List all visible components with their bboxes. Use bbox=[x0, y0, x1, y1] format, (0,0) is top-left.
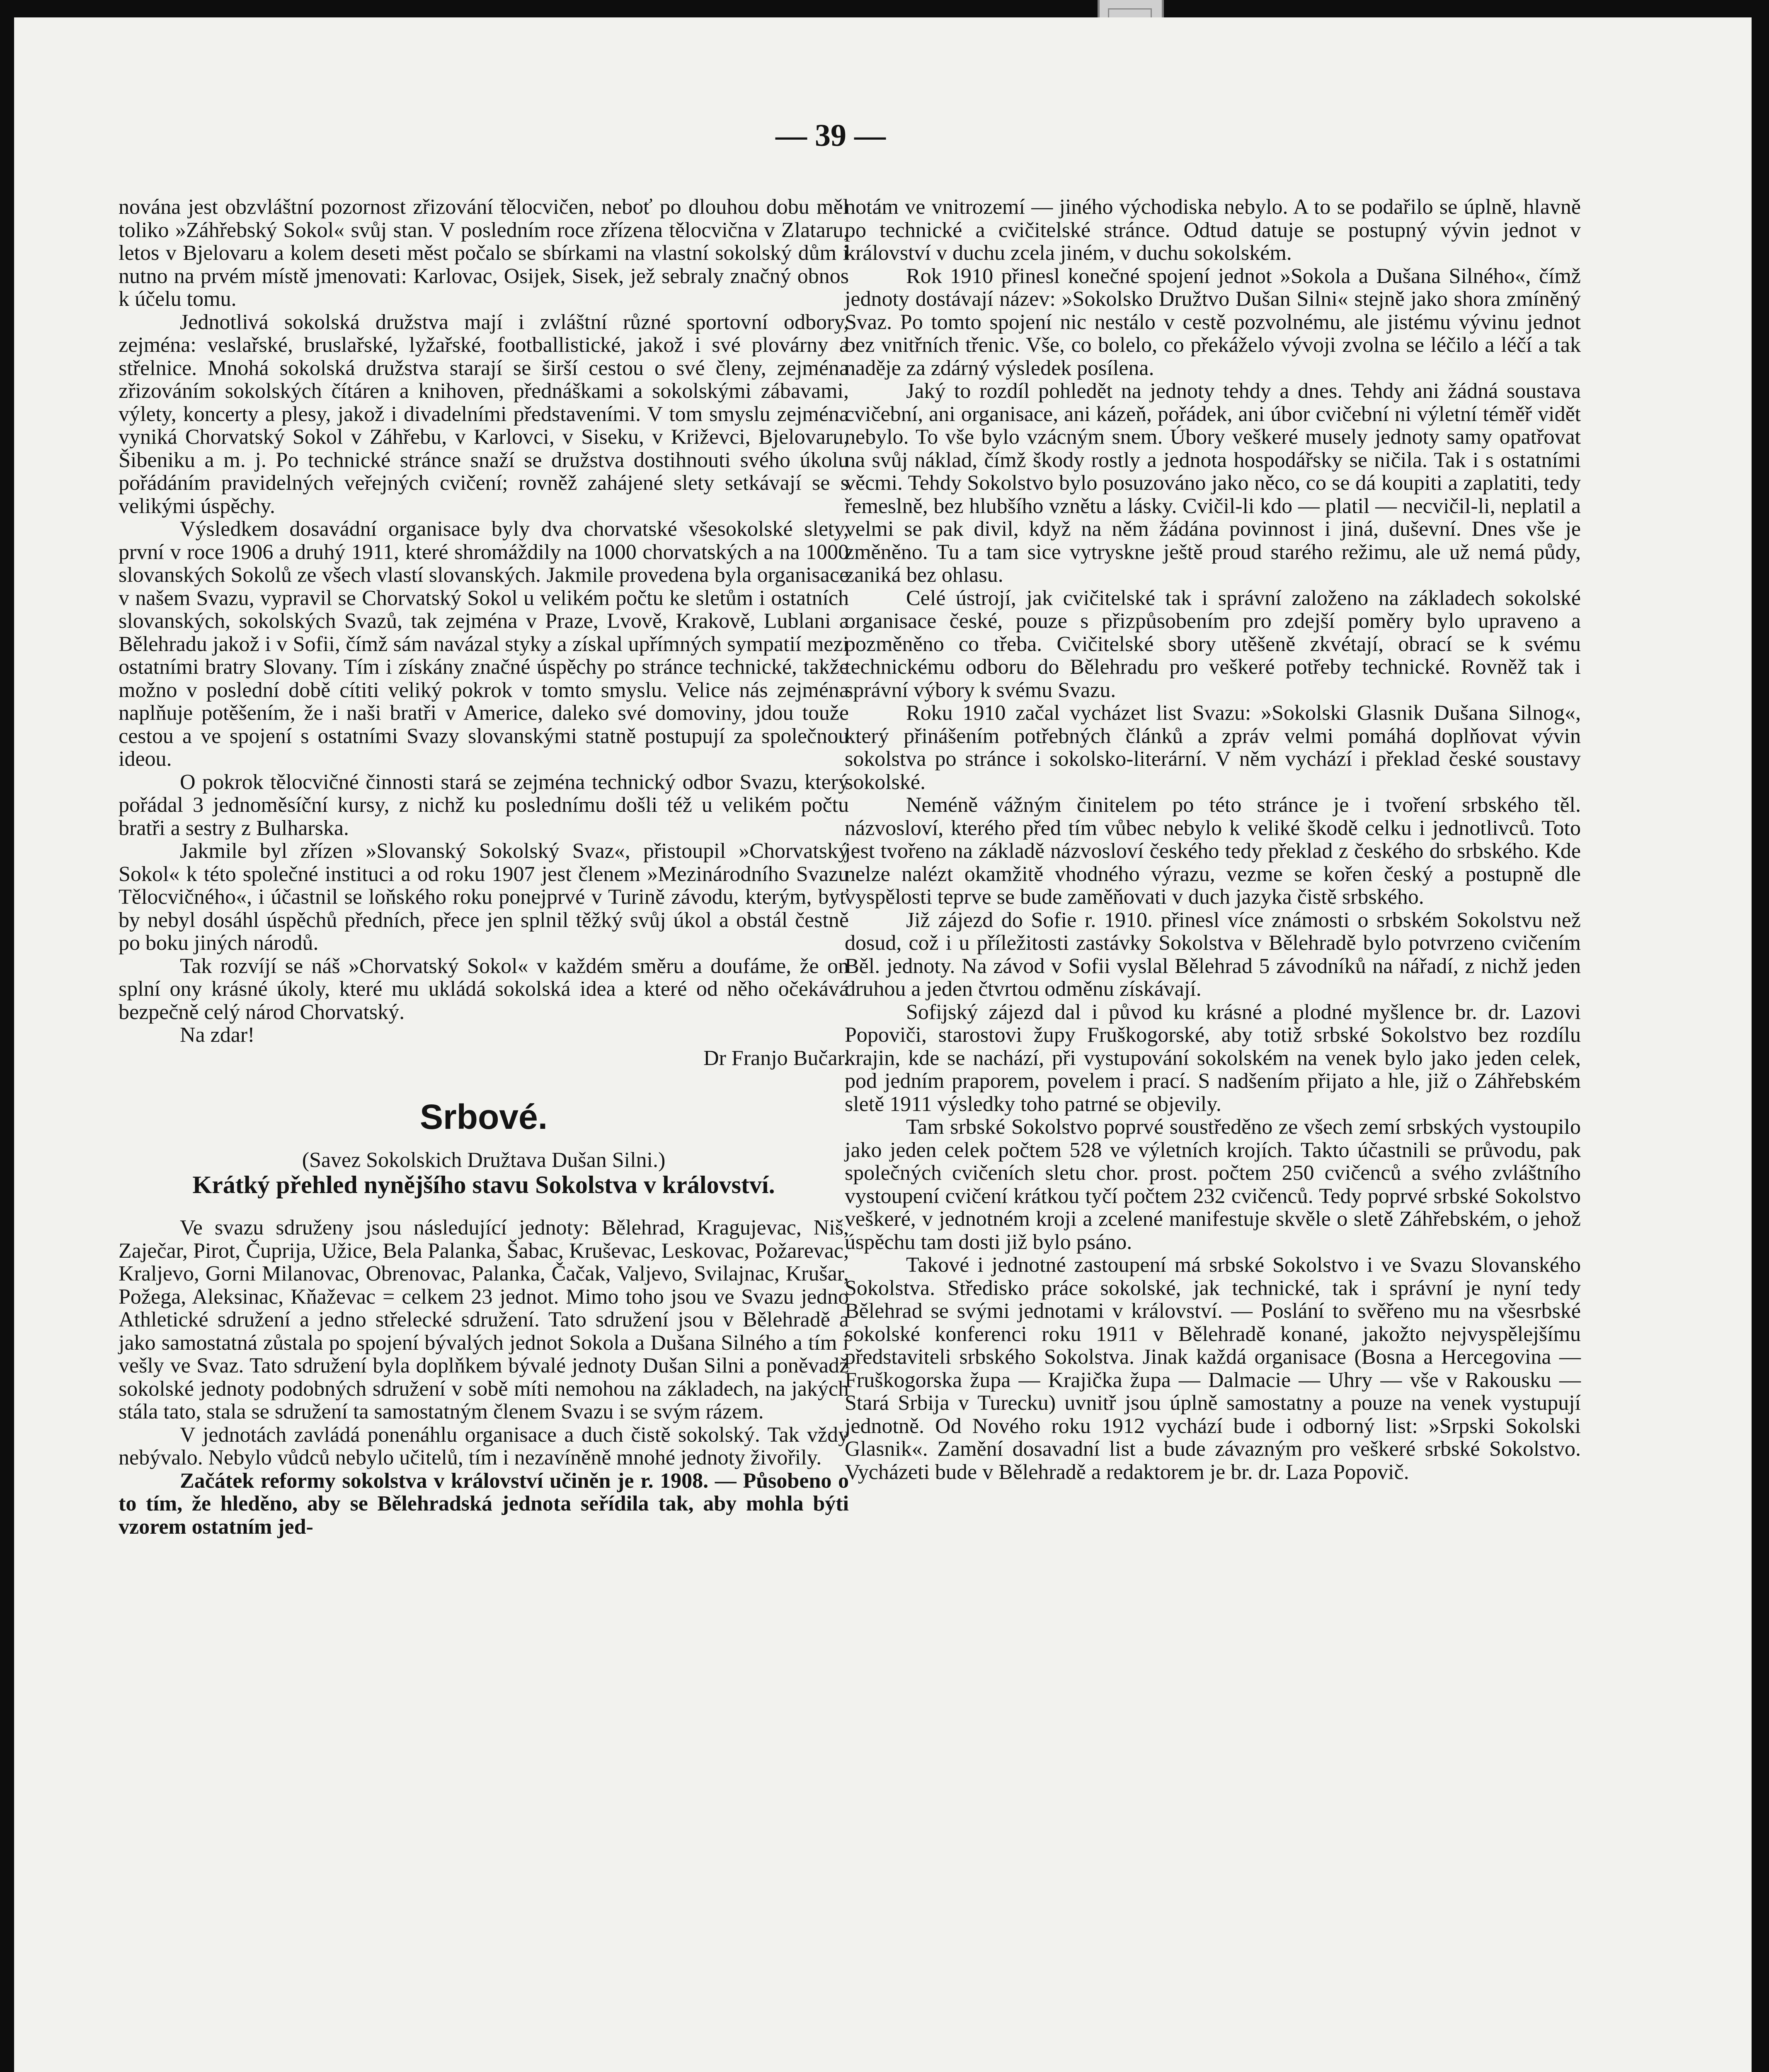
paragraph-sofia-trip: Již zájezd do Sofie r. 1910. přinesl více známosti o srbském Sokolstvu než dosud, což i u příležitosti zastávky Sokolstva v Bělehradě bylo potvrzeno cvičením Běl. jednoty. Na závod v Sofii vyslal Bělehrad 5 závodníků na nářadí, z nichž jeden druhou a jeden čtvrtou odměnu získávají. bbox=[845, 908, 1581, 1001]
paragraph-closing: Tak rozvíjí se náš »Chorvatský Sokol« v každém směru a doufáme, že on splní ony krásné úkoly, které mu ukládá sokolská idea a které od něho očekává bezpečně celý národ Chorvatský. bbox=[119, 954, 849, 1024]
paragraph-then-and-now: Jaký to rozdíl pohledět na jednoty tehdy a dnes. Tehdy ani žádná soustava cvičební, ani organisace, ani kázeň, pořádek, ani úbor cvičební ni výletní téměř vidět nebylo. To vše bylo vzácným snem. Úbory veškeré musely jednoty samy opatřovat na svůj náklad, čímž škody rostly a jednota hospodářsky se ničila. Tak i s ostatními věcmi. Tehdy Sokolstvo bylo posuzováno jako něco, co se dá koupiti a zaplatiti, tedy řemeslně, bez hlubšího vznětu a lásky. Cvičil-li kdo — platil — necvičil-li, neplatil a velmi se pak divil, když na něm žádána povinnost i jiná, duševní. Dnes vše je změněno. Tu a tam sice vytryskne ještě proud starého režimu, ale už nemá půdy, zaniká bez ohlasu. bbox=[845, 379, 1581, 587]
right-column bbox=[845, 196, 1581, 1484]
paragraph-terminology: Neméně vážným činitelem po této stránce je i tvoření srbského těl. názvosloví, kterého před tím vůbec nebylo k veliké škodě celku i jednotlivců. Toto jest tvořeno na základě názvosloví českého tedy překlad z českého do srbského. Kde nelze nalézt okamžitě vhodného výrazu, vezme se kořen český a postupně dle vyspělosti teprve se bude zaměňovati v duch jazyka čistě srbského. bbox=[845, 793, 1581, 909]
paragraph-union-1910: Rok 1910 přinesl konečné spojení jednot »Sokola a Dušana Silného«, čímž jednoty dostávají název: »Sokolsko Družtvo Dušan Silni« stejně jako shora zmíněný Svaz. Po tomto spojení nic nestálo v cestě pozvolnému, ale jistému vývinu jednot bez vnitřních třenic. Vše, co bolelo, co překáželo vývoji zvolna se léčilo a léčí a tak naděje za zdárný výsledek posílena. bbox=[845, 264, 1581, 380]
paragraph-sport-sections: Jednotlivá sokolská družstva mají i zvláštní různé sportovní odbory, zejména: veslařské, bruslařské, lyžařské, footballistické, jakož i své plovárny a střelnice. Mnohá sokolská družstva starají se širší cestou o své členy, zejména zřizováním sokolských čítáren a knihoven, přednáškami a sokolskými zábavami, výlety, koncerty a plesy, jakož i divadelními představeními. V tom smyslu zejména vyniká Chorvatský Sokol v Záhřebu, v Karlovci, v Siseku, v Križevci, Bjelovaru, Šibeniku a m. j. Po technické stránce snaží se družstva dostihnouti svého úkolu pořádáním pravidelných veřejných cvičení; rovněž zahájené slety setkávají se s velikými úspěchy. bbox=[119, 310, 849, 518]
paragraph-structure: Celé ústrojí, jak cvičitelské tak i správní založeno na základech sokolské organisace české, pouze s přizpůsobením pro zdejší poměry bylo upraveno a pozměněno co třeba. Cvičitelské sbory utěšeně zkvétají, obrací se k svému technickému odboru do Bělehradu pro veškeré potřeby technické. Rovněž tak i správní výbory k svému Svazu. bbox=[845, 586, 1581, 702]
paragraph-slety: Výsledkem dosavádní organisace byly dva chorvatské všesokolské slety, první v roce 1906 a druhý 1911, které shromáždily na 1000 chorvatských a na 1000 slovanských Sokolů ze všech vlastí slovanských. Jakmile provedena byla organisace v našem Svazu, vypravil se Chorvatský Sokol u velikém počtu ke sletům i ostatních slovanských, sokolských Svazů, tak zejména v Praze, Lvově, Krakově, Lublani a Bělehradu jakož i v Sofii, čímž sám navázal styky a získal upřímných sympatií mezi ostatními bratry Slovany. Tím i získány značné úspěchy po stránce technické, takže možno v poslední době cítiti veliký pokrok v tomto smyslu. Velice nás zejména naplňuje potěšením, že i naši bratři v Americe, daleko své domoviny, jdou touže cestou a ve spojení s ostatními Svazy slovanskými statně postupují za společnou ideou. bbox=[119, 517, 849, 771]
paragraph-continuation-right: notám ve vnitrozemí — jiného východiska nebylo. A to se podařilo se úplně, hlavně po technické a cvičitelské stránce. Odtud datuje se postupný vývin jednot v království v duchu zcela jiném, v duchu sokolském. bbox=[845, 195, 1581, 265]
author-signature: Dr Franjo Bučar. bbox=[703, 1046, 849, 1070]
paragraph-salute: Na zdar! bbox=[180, 1023, 255, 1047]
section-subtitle: (Savez Sokolskich Družtava Dušan Silni.) bbox=[302, 1148, 666, 1172]
section-title: Srbové. bbox=[419, 1097, 548, 1136]
paragraph-member-units: Ve svazu sdruženy jsou následující jednoty: Bělehrad, Kragujevac, Niš, Zaječar, Pirot, Čuprija, Užice, Bela Palanka, Šabac, Kruševac, Leskovac, Požarevac, Kraljevo, Gorni Milanovac, Obrenovac, Palanka, Čačak, Valjevo, Svilajnac, Krušar, Požega, Aleksinac, Kňaževac = celkem 23 jednot. Mimo toho jsou ve Svazu jedno Athletické sdružení a jedno střelecké sdružení. Tato sdružení jsou v Bělehradě a jako samostatná zůstala po spojení bývalých jednot Sokola a Dušana Silného a tím i vešly ve Svaz. Tato sdružení byla doplňkem bývalé jednoty Dušan Silni a poněvadž sokolské jednoty podobných sdružení v sobě míti nemohou na základech, na jakých stála tato, stala se sdružení ta samostatným členem Svazu i se svým rázem. bbox=[119, 1216, 849, 1424]
left-column bbox=[119, 196, 849, 1538]
paragraph-glasnik: Roku 1910 začal vycházet list Svazu: »Sokolski Glasnik Dušana Silnog«, který přinášením potřebných článků a zpráv velmi pomáhá doplňovat vývin sokolstva po stránce i sokolsko-literární. V něm vychází i překlad české soustavy sokolské. bbox=[845, 701, 1581, 794]
paragraph-slavic-union: Jakmile byl zřízen »Slovanský Sokolský Svaz«, přistoupil »Chorvatský Sokol« k této společné instituci a od roku 1907 jest členem »Mezinárodního Svazu Tělocvičného«, i účastnil se loňského roku ponejprvé v Turině závodu, kterým, byť by nebyl dosáhl úspěchů předních, přece jen splnil těžký svůj úkol a obstál čestně po boku jiných národů. bbox=[119, 839, 849, 955]
paragraph-sofia-idea: Sofijský zájezd dal i původ ku krásné a plodné myšlence br. dr. Lazovi Popoviči, starostovi župy Fruškogorské, aby totiž srbské Sokolstvo bez rozdílu krajin, kde se nachází, při vystupování sokolském na venek bylo jako jeden celek, pod jedním praporem, povelem i prací. S nadšením přijato a hle, již o Záhřebském sletě 1911 výsledky toho patrné se objevily. bbox=[845, 1000, 1581, 1116]
document-page bbox=[14, 17, 1752, 2072]
paragraph-zagreb-slet: Tam srbské Sokolstvo poprvé soustředěno ze všech zemí srbských vystoupilo jako jeden celek počtem 528 ve výletních krojích. Takto účastnili se průvodu, pak společných cvičeních sletu chor. prost. počtem 250 cvičenců a svého zvláštního vystoupení cvičení krátkou tyčí počtem 232 cvičenců. Tedy poprvé srbské Sokolstvo veškeré, v jednotném kroji a zcelené manifestuje skvěle o sletě Záhřebském, o jehož úspěchu tam dosti již bylo psáno. bbox=[845, 1115, 1581, 1254]
paragraph-technical-board: O pokrok tělocvičné činnosti stará se zejména technický odbor Svazu, který pořádal 3 jednoměsíční kursy, z nichž ku poslednímu došli též u velikém počtu bratři a sestry z Bulharska. bbox=[119, 770, 849, 840]
paragraph-continuation: nována jest obzvláštní pozornost zřizování tělocvičen, neboť po dlouhou dobu měl toliko »Záhřebský Sokol« svůj stan. V posledním roce zřízena tělocvična v Zlataru, letos v Bjelovaru a kolem deseti měst počalo se sbírkami na vlastní sokolský dům i nutno na prvém místě jmenovati: Karlovac, Osijek, Sisek, jež sebraly značný obnos k účelu tomu. bbox=[119, 195, 849, 311]
paragraph-organisation: V jednotách zavládá ponenáhlu organisace a duch čistě sokolský. Tak vždy nebývalo. Nebylo vůdců nebylo učitelů, tím i nezavíněně mnohé jednoty živořily. bbox=[119, 1423, 849, 1470]
article-title: Krátký přehled nynějšího stavu Sokolstva v království. bbox=[192, 1171, 775, 1199]
paragraph-representation: Takové i jednotné zastoupení má srbské Sokolstvo i ve Svazu Slovanského Sokolstva. Středisko práce sokolské, jak technické, tak i správní je nyní tedy Bělehrad se svými jednotami v království. — Poslání to svěřeno mu na všesrbské sokolské konferenci roku 1911 v Bělehradě konané, jakožto nejvyspělejšímu představiteli srbského Sokolstva. Jinak každá organisace (Bosna a Hercegovina — Fruškogorska župa — Krajička župa — Dalmacie — Uhry — vše v Rakousku — Stará Srbija v Turecku) uvnitř jsou úplně samostatny a pouze na venek vystupují jednotně. Od Nového roku 1912 vychází bude i odborný list: »Srpski Sokolski Glasnik«. Zamění dosavadní list a bude závazným pro veškeré srbské Sokolstvo. Vycházeti bude v Bělehradě a redaktorem je br. dr. Laza Popovič. bbox=[845, 1253, 1581, 1484]
page-number: — 39 — bbox=[775, 118, 886, 153]
paragraph-reform-start: Začátek reformy sokolstva v království učiněn je r. 1908. — Působeno o to tím, že hleděno, aby se Bělehradská jednota seřídila tak, aby mohla býti vzorem ostatním jed- bbox=[119, 1469, 849, 1539]
